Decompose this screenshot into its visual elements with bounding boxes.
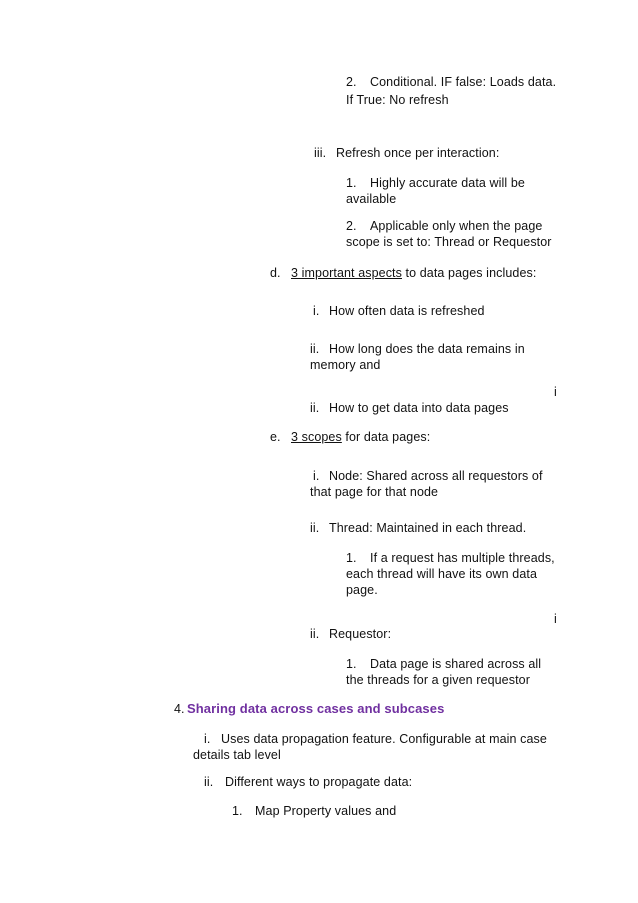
underlined-term: 3 important aspects [291, 266, 402, 280]
list-number: ii. [310, 627, 320, 641]
list-item-text [291, 264, 536, 282]
list-number: iii. [314, 146, 327, 160]
list-item-text: Data page is shared across all [370, 657, 542, 671]
list-number: 1. [232, 804, 243, 818]
list-item-text: Different ways to propagate data: [225, 775, 413, 789]
list-item-text: How long does the data remains in [329, 342, 525, 356]
list-item-text [291, 428, 430, 446]
list-number: ii. [310, 342, 320, 356]
list-letter: d. [270, 266, 281, 280]
list-item-text: If True: No refresh [346, 93, 449, 107]
list-item-text: available [346, 192, 397, 206]
list-number: ii. [310, 521, 320, 535]
list-item-text: Refresh once per interaction: [336, 146, 500, 160]
list-number: i. [313, 304, 320, 318]
list-item-text: Map Property values and [255, 804, 397, 818]
list-number: 1. [346, 551, 357, 565]
list-number: 1. [346, 176, 357, 190]
list-number: i. [204, 732, 211, 746]
underlined-term: 3 scopes [291, 430, 342, 444]
list-letter: e. [270, 430, 281, 444]
list-item-text: If a request has multiple threads, [370, 551, 555, 565]
term-rest: to data pages includes: [401, 266, 537, 280]
list-item-text: details tab level [193, 748, 281, 762]
list-item-text: the threads for a given requestor [346, 673, 530, 687]
list-item-text: Node: Shared across all requestors of [329, 469, 543, 483]
list-item-text: each thread will have its own data [346, 567, 538, 581]
list-item-text: Applicable only when the page [370, 219, 543, 233]
list-number: ii. [310, 401, 320, 415]
list-item-text: Highly accurate data will be [370, 176, 525, 190]
list-item-text: scope is set to: Thread or Requestor [346, 235, 552, 249]
stray-character: i [554, 385, 557, 399]
list-number: 1. [346, 657, 357, 671]
list-item-text: Thread: Maintained in each thread. [329, 521, 527, 535]
list-number: 2. [346, 219, 357, 233]
list-number: ii. [204, 775, 214, 789]
list-number: i. [313, 469, 320, 483]
list-item-text: How often data is refreshed [329, 304, 485, 318]
section-heading: Sharing data across cases and subcases [187, 701, 445, 716]
list-item-text: Uses data propagation feature. Configurable at main case [221, 732, 547, 746]
stray-character: i [554, 612, 557, 626]
list-number: 2. [346, 75, 357, 89]
list-item-text: Requestor: [329, 627, 392, 641]
list-item-text: that page for that node [310, 485, 439, 499]
list-item-text: memory and [310, 358, 381, 372]
list-item-text: Conditional. IF false: Loads data. [370, 75, 557, 89]
list-item-text: How to get data into data pages [329, 401, 509, 415]
term-rest: for data pages: [341, 430, 431, 444]
list-item-text: page. [346, 583, 378, 597]
section-number: 4. [174, 702, 185, 716]
